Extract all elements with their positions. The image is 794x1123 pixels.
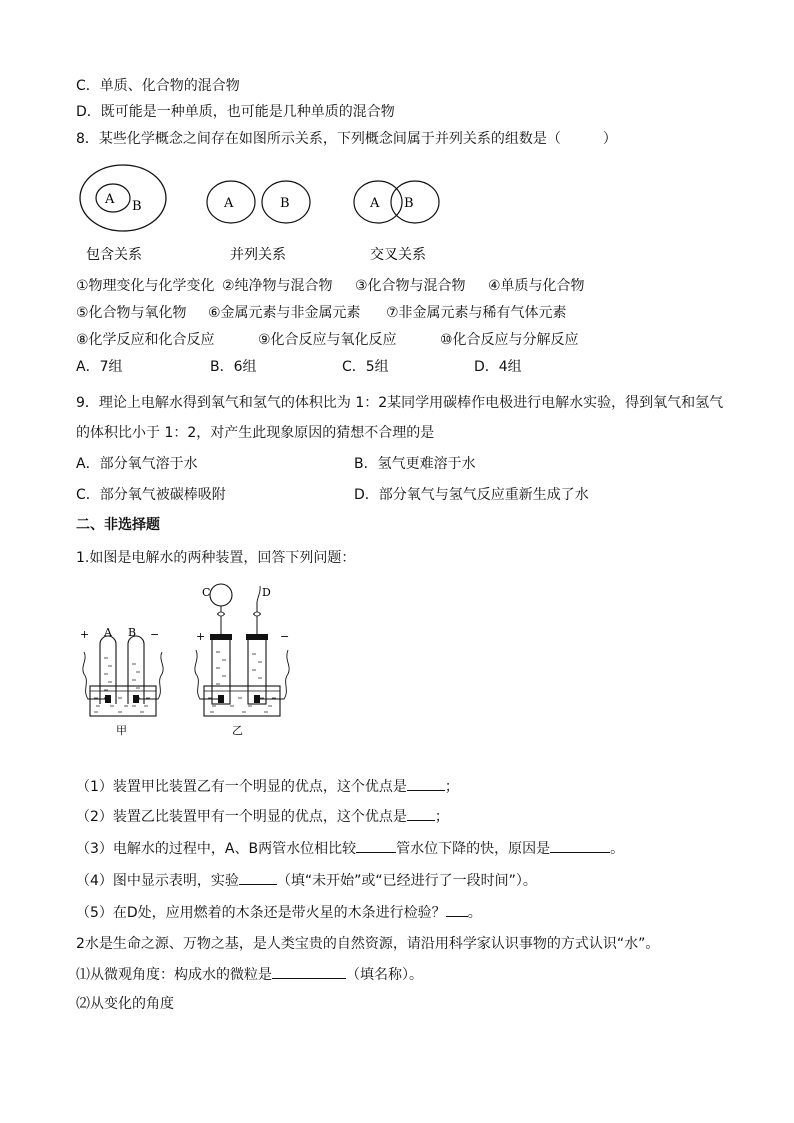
q1-sub5-end: 。: [467, 905, 482, 921]
pair-3: ③化合物与混合物: [355, 278, 466, 294]
intersection-label-a: A: [370, 196, 380, 211]
q7-option-d: D．既可能是一种单质，也可能是几种单质的混合物: [76, 104, 395, 120]
q1-sub2-blank[interactable]: [407, 806, 435, 821]
q9-choice-c: C．部分氧气被碳棒吸附: [76, 487, 226, 503]
parallel-label-b: B: [280, 196, 290, 211]
q1-sub2: [76, 806, 449, 827]
q1-sub3-text-b: 管水位下降的快，原因是: [396, 841, 551, 857]
caption-yi: 乙: [232, 724, 243, 737]
q2-sub1-text-a: ⑴从微观角度：构成水的微粒是: [76, 967, 272, 983]
inclusion-label-a: A: [105, 192, 115, 207]
q1-sub3-text-a: （3）电解水的过程中，A、B两管水位相比较: [76, 841, 357, 857]
pair-5: ⑤化合物与氧化物: [76, 305, 187, 321]
q9-choice-d: D．部分氧气与氢气反应重新生成了水: [354, 487, 589, 503]
q2-sub2: ⑵从变化的角度: [76, 996, 174, 1012]
q9-choice-b: B．氢气更难溶于水: [354, 456, 476, 472]
caption-intersection: 交叉关系: [370, 247, 426, 263]
label-c: C: [202, 586, 211, 599]
electrolysis-figure: [74, 578, 304, 740]
q8-choice-a: A．7组: [76, 359, 123, 375]
q1-sub3: [76, 838, 624, 859]
q1-sub3-blank1[interactable]: [356, 838, 396, 853]
jia-tube-b: B: [128, 626, 137, 639]
jia-tube-a: A: [104, 626, 112, 639]
apparatus-yi: [195, 584, 289, 737]
jia-plus: +: [80, 628, 90, 641]
parallel-label-a: A: [224, 196, 234, 211]
yi-plus: +: [196, 630, 206, 643]
section-title: 二、非选择题: [76, 517, 160, 533]
q1-sub4-text-b: （填“未开始”或“已经进行了一段时间”）。: [276, 873, 537, 889]
q1-sub5: [76, 902, 482, 923]
q1-sub4: [76, 870, 537, 891]
q2-sub1: [76, 964, 423, 985]
inclusion-label-b: B: [132, 199, 142, 214]
intersection-diagram: [354, 181, 439, 223]
q8-choice-c: C．5组: [342, 359, 389, 375]
apparatus-jia: [80, 626, 163, 737]
q1-sub4-blank[interactable]: [239, 870, 277, 885]
yi-minus: −: [280, 630, 290, 643]
pair-1: ①物理变化与化学变化: [76, 278, 215, 294]
q9-choice-a: A．部分氧气溶于水: [76, 456, 198, 472]
q1-sub4-text-a: （4）图中显示表明，实验: [76, 873, 239, 889]
inclusion-diagram: [80, 165, 166, 231]
s2-q1-stem: 1.如图是电解水的两种装置，回答下列问题：: [76, 550, 356, 566]
q8-stem: 8．某些化学概念之间存在如图所示关系，下列概念间属于并列关系的组数是（ ）: [76, 131, 617, 147]
caption-parallel: 并列关系: [230, 247, 286, 263]
pair-4: ④单质与化合物: [488, 278, 585, 294]
q8-choice-b: B．6组: [210, 359, 257, 375]
q1-sub1-end: ；: [444, 779, 459, 795]
q1-sub1: [76, 776, 459, 797]
q9-stem-line2: 的体积比小于 1：2，对产生此现象原因的猜想不合理的是: [76, 425, 435, 441]
q7-option-c: C．单质、化合物的混合物: [76, 78, 240, 94]
q2-sub1-blank[interactable]: [272, 964, 346, 979]
pair-2: ②纯净物与混合物: [222, 278, 333, 294]
q1-sub3-blank2[interactable]: [550, 838, 610, 853]
q2-sub1-text-b: （填名称）。: [346, 967, 423, 983]
q1-sub2-end: ；: [434, 809, 449, 825]
q1-sub5-text: （5）在D处，应用燃着的木条还是带火星的木条进行检验？: [76, 905, 446, 921]
q1-sub5-blank[interactable]: [446, 902, 468, 917]
q1-sub3-end: 。: [610, 841, 625, 857]
s2-q2-stem: 2水是生命之源、万物之基，是人类宝贵的自然资源，请沿用科学家认识事物的方式认识“水”。: [76, 936, 660, 952]
pair-9: ⑨化合反应与氧化反应: [258, 332, 397, 348]
caption-jia: 甲: [116, 724, 127, 737]
q1-sub1-blank[interactable]: [407, 776, 445, 791]
pair-6: ⑥金属元素与非金属元素: [208, 305, 361, 321]
label-d: D: [262, 586, 271, 599]
intersection-label-b: B: [404, 196, 414, 211]
pair-10: ⑩化合反应与分解反应: [440, 332, 579, 348]
q8-concept-diagram: [70, 160, 470, 265]
q1-sub2-text: （2）装置乙比装置甲有一个明显的优点，这个优点是: [76, 809, 407, 825]
q1-sub1-text: （1）装置甲比装置乙有一个明显的优点，这个优点是: [76, 779, 407, 795]
caption-inclusion: 包含关系: [86, 247, 142, 263]
parallel-diagram: [207, 181, 310, 223]
q9-stem-line1: 9．理论上电解水得到氧气和氢气的体积比为 1：2某同学用碳棒作电极进行电解水实验，得到氧气和氢气: [76, 395, 724, 411]
pair-7: ⑦非金属元素与稀有气体元素: [386, 305, 567, 321]
q8-choice-d: D．4组: [474, 359, 522, 375]
jia-minus: −: [150, 628, 160, 641]
pair-8: ⑧化学反应和化合反应: [76, 332, 215, 348]
